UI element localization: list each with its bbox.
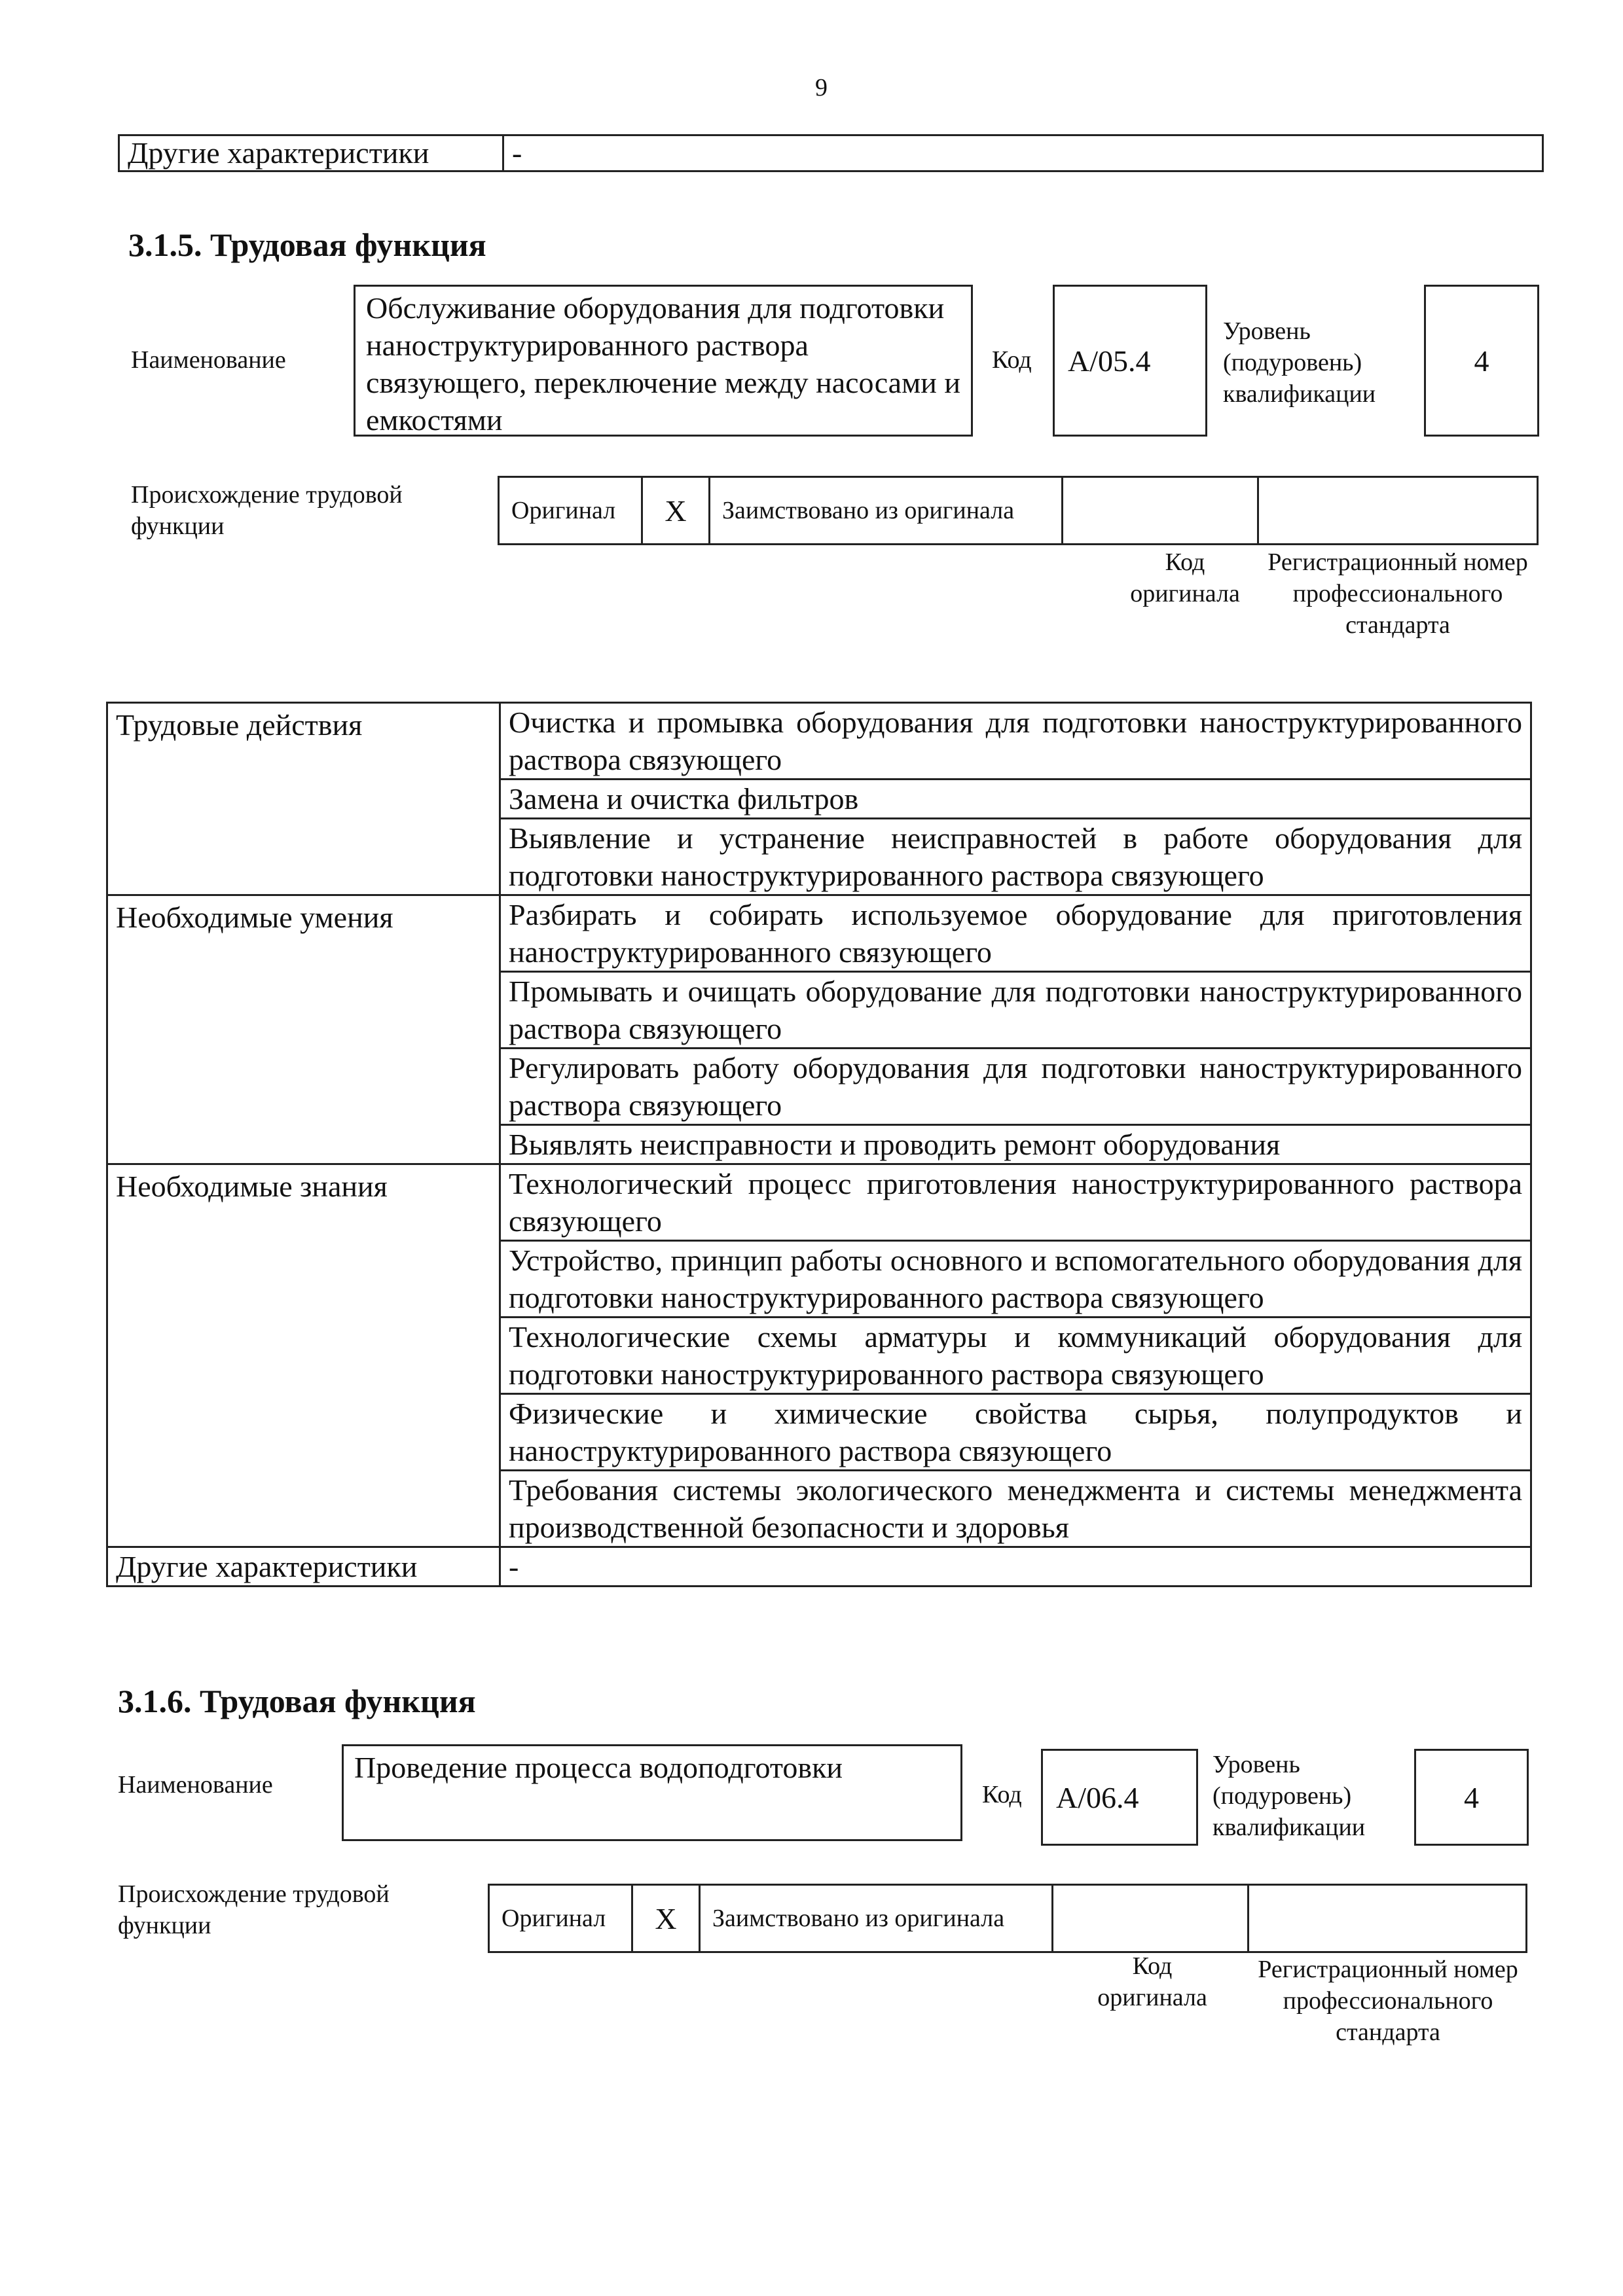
code-label: Код bbox=[982, 1781, 1022, 1808]
original-mark: X bbox=[632, 1885, 700, 1952]
origin-label: Происхождение трудовой функции bbox=[118, 1880, 390, 1939]
function-code-box: A/06.4 bbox=[1041, 1749, 1198, 1846]
original-code-caption: Код оригинала bbox=[1130, 548, 1240, 607]
labor-action-item: Очистка и промывка оборудования для подготовки наноструктурированного раствора связующего bbox=[500, 703, 1531, 780]
borrowed-label: Заимствовано из оригинала bbox=[710, 477, 1063, 545]
labor-action-item: Выявление и устранение неисправностей в работе оборудования для подготовки наноструктурированного раствора связующего bbox=[500, 819, 1531, 895]
original-mark: X bbox=[642, 477, 710, 545]
name-label: Наименование bbox=[118, 1771, 273, 1799]
reg-number-cell bbox=[1249, 1885, 1527, 1952]
table-row bbox=[107, 895, 1531, 972]
other-characteristics-label: Другие характеристики bbox=[107, 1547, 500, 1587]
code-label: Код bbox=[992, 346, 1032, 374]
knowledge-label: Необходимые знания bbox=[107, 1164, 500, 1547]
reg-number-caption: Регистрационный номер профессионального стандарта bbox=[1267, 548, 1528, 639]
section-heading-3-1-6: 3.1.6. Трудовая функция bbox=[118, 1683, 476, 1719]
other-characteristics-value: - bbox=[503, 135, 1543, 171]
labor-actions-label: Трудовые действия bbox=[107, 703, 500, 895]
knowledge-item: Технологические схемы арматуры и коммуникаций оборудования для подготовки наноструктурированного раствора связующего bbox=[500, 1318, 1531, 1394]
qualification-level-box: 4 bbox=[1424, 285, 1539, 437]
table-row bbox=[107, 1164, 1531, 1241]
section-heading-3-1-5: 3.1.5. Трудовая функция bbox=[128, 226, 486, 263]
other-characteristics-table bbox=[118, 134, 1544, 172]
qualification-level-label: Уровень (подуровень) квалификации bbox=[1223, 317, 1376, 408]
labor-action-item: Замена и очистка фильтров bbox=[500, 780, 1531, 819]
origin-table bbox=[498, 476, 1539, 545]
skill-item: Промывать и очищать оборудование для подготовки наноструктурированного раствора связующего bbox=[500, 972, 1531, 1049]
table-row bbox=[107, 1547, 1531, 1587]
skill-item: Разбирать и собирать используемое оборудование для приготовления наноструктурированного связующего bbox=[500, 895, 1531, 972]
knowledge-item: Требования системы экологического менеджмента и системы менеджмента производственной безопасности и здоровья bbox=[500, 1471, 1531, 1547]
knowledge-item: Технологический процесс приготовления наноструктурированного раствора связующего bbox=[500, 1164, 1531, 1241]
page-number: 9 bbox=[815, 74, 828, 101]
skill-item: Выявлять неисправности и проводить ремонт оборудования bbox=[500, 1125, 1531, 1164]
original-label: Оригинал bbox=[499, 477, 642, 545]
qualification-level-box: 4 bbox=[1414, 1749, 1529, 1846]
original-code-cell bbox=[1053, 1885, 1249, 1952]
table-row bbox=[107, 703, 1531, 780]
borrowed-label: Заимствовано из оригинала bbox=[700, 1885, 1053, 1952]
reg-number-caption: Регистрационный номер профессионального стандарта bbox=[1258, 1956, 1518, 2046]
function-name-box: Обслуживание оборудования для подготовки наноструктурированного раствора связующего, переключение между насосами и емкостями bbox=[354, 285, 973, 437]
knowledge-item: Физические и химические свойства сырья, полупродуктов и наноструктурированного раствора связующего bbox=[500, 1394, 1531, 1471]
original-label: Оригинал bbox=[489, 1885, 632, 1952]
origin-label: Происхождение трудовой функции bbox=[131, 481, 403, 540]
name-label: Наименование bbox=[131, 346, 286, 374]
skill-item: Регулировать работу оборудования для подготовки наноструктурированного раствора связующего bbox=[500, 1049, 1531, 1125]
other-characteristics-value: - bbox=[500, 1547, 1531, 1587]
qualification-level-label: Уровень (подуровень) квалификации bbox=[1213, 1751, 1366, 1841]
reg-number-cell bbox=[1258, 477, 1538, 545]
function-name-box: Проведение процесса водоподготовки bbox=[342, 1744, 962, 1841]
original-code-cell bbox=[1063, 477, 1258, 545]
knowledge-item: Устройство, принцип работы основного и вспомогательного оборудования для подготовки наноструктурированного раствора связующего bbox=[500, 1241, 1531, 1318]
skills-label: Необходимые умения bbox=[107, 895, 500, 1164]
origin-table bbox=[488, 1884, 1527, 1953]
labor-function-table bbox=[106, 702, 1532, 1587]
other-characteristics-label: Другие характеристики bbox=[119, 135, 503, 171]
original-code-caption: Код оригинала bbox=[1097, 1952, 1207, 2011]
function-code-box: A/05.4 bbox=[1053, 285, 1207, 437]
